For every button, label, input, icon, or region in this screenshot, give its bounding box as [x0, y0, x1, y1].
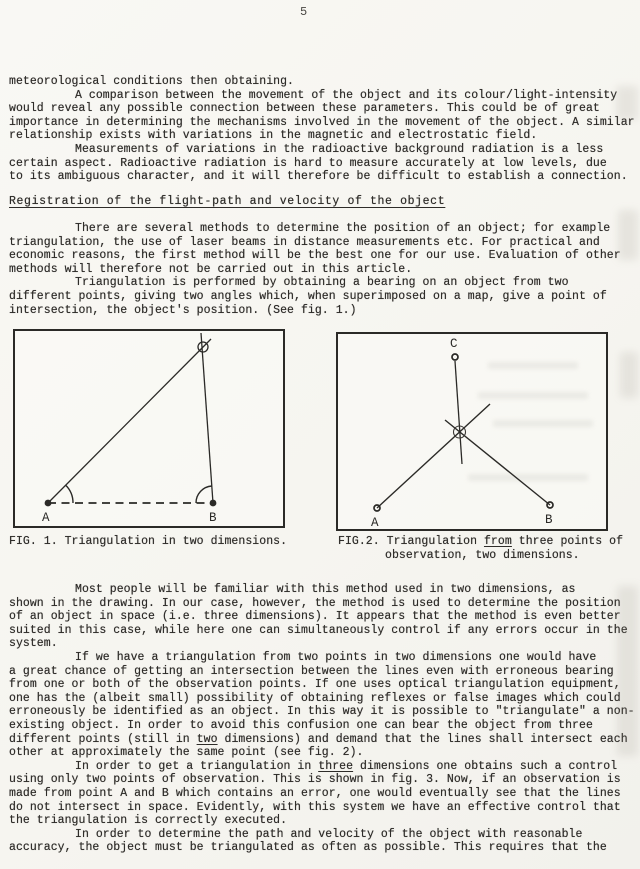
text-segment: dimensions) and demand that the lines shall intersect each	[217, 732, 628, 746]
angle-arc-a	[66, 485, 74, 503]
text-segment: shown in the drawing. In our case, however, the method is used to determine the position	[9, 596, 621, 610]
text-segment: There are several methods to determine the position of an object; for example	[75, 222, 611, 235]
page-number: 5	[300, 5, 308, 19]
text-segment: In order to determine the path and velocity of the object with reasonable	[75, 827, 583, 841]
text-line	[9, 263, 640, 277]
text-line	[9, 787, 640, 801]
underlined-word: two	[196, 732, 218, 746]
text-segment: one has the (albeit small) possibility of obtaining reflexes or false images which could	[9, 691, 621, 705]
text-segment: accuracy, the object must be triangulated as often as possible. This requires that the	[9, 841, 607, 855]
underlined-word: from	[483, 535, 512, 548]
label-b: B	[209, 511, 217, 525]
text-line	[9, 841, 640, 855]
text-line	[9, 760, 640, 774]
text-line	[9, 157, 640, 171]
text-line	[9, 290, 640, 304]
underlined-word: three	[318, 759, 354, 773]
text-line	[9, 624, 640, 638]
text-segment: dimensions one obtains such a control	[353, 759, 618, 773]
figure-2-drawing	[338, 334, 606, 529]
text-line	[9, 692, 640, 706]
sight-line-b	[201, 333, 213, 503]
text-segment: methods will therefore not be carried out in this article.	[9, 262, 413, 276]
text-line	[9, 773, 640, 787]
text-line	[9, 705, 640, 719]
scan-artifact	[616, 86, 638, 120]
text-line	[338, 549, 623, 563]
label-a: A	[42, 511, 50, 525]
label-c: C	[450, 337, 458, 351]
text-line	[9, 733, 640, 747]
text-segment: using only two points of observation. This is shown in fig. 3. Now, if an observation is	[9, 773, 621, 787]
text-line	[9, 304, 640, 318]
text-segment: meteorological conditions then obtaining.	[9, 75, 294, 88]
text-segment: Triangulation is performed by obtaining a bearing on an object from two	[75, 276, 569, 290]
sight-line-b	[445, 420, 550, 505]
text-segment: would reveal any possible connection between these parameters. This could be of great	[9, 102, 600, 116]
text-segment: a great chance of getting an intersection between the lines even with erroneous bearing	[9, 664, 614, 678]
text-segment: triangulation, the use of laser beams in distance measurements etc. For practical and	[9, 235, 600, 249]
observer-c-dot	[452, 354, 458, 360]
text-segment: intersection, the object's position. (See fig. 1.)	[9, 303, 357, 317]
text-line	[9, 610, 640, 624]
text-line	[9, 116, 640, 130]
text-segment: suited in this case, while here one can simultaneously control if any errors occur in the	[9, 623, 628, 637]
text-line	[9, 129, 640, 143]
figure-1-caption	[9, 535, 287, 549]
text-segment: In order to get a triangulation in	[75, 759, 319, 773]
text-line	[9, 665, 640, 679]
sight-line-a	[48, 339, 211, 503]
text-line	[9, 678, 640, 692]
text-line	[9, 276, 640, 290]
section-heading: Registration of the flight-path and velocity of the object	[9, 195, 446, 208]
text-segment: different points, giving two angles which, when superimposed on a map, give a point of	[9, 289, 607, 303]
observer-b-dot	[210, 500, 217, 507]
text-line	[9, 814, 640, 828]
text-line	[9, 170, 640, 184]
text-segment: FIG.2. Triangulation	[338, 535, 484, 548]
text-segment: Measurements of variations in the radioactive background radiation is a less	[75, 142, 604, 156]
text-line	[9, 651, 640, 665]
paragraph-block-methods	[9, 222, 640, 317]
scan-artifact	[618, 210, 638, 260]
text-segment: made from point A and B which contains an error, one would eventually see that the lines	[9, 786, 621, 800]
text-segment: do not intersect in space. Evidently, with this system we have an effective control that	[9, 800, 621, 814]
text-line	[9, 719, 640, 733]
text-segment: If we have a triangulation from two points in two dimensions one would have	[75, 650, 597, 664]
text-segment: from one or both of the observation points. If one uses optical triangulation equipment,	[9, 678, 621, 692]
text-segment: economic reasons, the first method will be the best one for our use. Evaluation of other	[9, 249, 621, 263]
text-segment: other at approximately the same point (see fig. 2).	[9, 746, 364, 760]
text-segment: relationship exists with variations in the magnetic and electrostatic field.	[9, 129, 538, 143]
text-line	[9, 801, 640, 815]
text-segment: three points of	[511, 535, 624, 548]
text-segment: erroneously be identified as an object. In this way it is possible to "triangulate" a non-	[9, 705, 635, 719]
text-line	[9, 143, 640, 157]
text-line	[9, 249, 640, 263]
text-segment: observation, two dimensions.	[385, 548, 580, 562]
text-segment: the triangulation is correctly executed.	[9, 814, 288, 828]
text-segment: to its ambiguous character, and it will therefore be difficult to establish a connection.	[9, 170, 628, 184]
text-segment: A comparison between the movement of the object and its colour/light-intensity	[75, 88, 618, 102]
scan-artifact	[617, 586, 638, 756]
label-b: B	[545, 513, 553, 527]
paragraph-block-discussion	[9, 583, 640, 855]
figure-2-triangulation-three-points	[336, 332, 608, 531]
sight-line-c	[455, 361, 462, 464]
observer-a-dot	[45, 500, 52, 507]
label-a: A	[371, 516, 379, 529]
text-line	[9, 746, 640, 760]
text-segment: FIG. 1. Triangulation in two dimensions.	[9, 535, 288, 548]
text-line	[338, 535, 623, 549]
text-line	[9, 637, 640, 651]
text-line	[9, 583, 640, 597]
text-segment: system.	[9, 637, 58, 651]
figure-2-caption	[338, 535, 623, 562]
text-line	[9, 222, 640, 236]
text-segment: of an object in space (i.e. three dimensions). It appears that the method is even better	[9, 610, 621, 624]
text-segment: existing object. In order to avoid this confusion one can bear the object from three	[9, 718, 593, 732]
text-line	[9, 597, 640, 611]
text-segment: importance in determining the mechanisms involved in the movement of the object. A similar	[9, 115, 635, 129]
text-segment: Most people will be familiar with this method used in two dimensions, as	[75, 583, 576, 596]
text-line	[9, 828, 640, 842]
text-line	[9, 89, 640, 103]
text-line	[9, 236, 640, 250]
text-segment: different points (still in	[9, 732, 197, 746]
text-line	[9, 535, 287, 549]
figure-1-triangulation-two-dimensions	[13, 329, 285, 528]
text-segment: certain aspect. Radioactive radiation is hard to measure accurately at low levels, due	[9, 156, 607, 170]
text-line	[9, 102, 640, 116]
angle-arc-b	[196, 486, 212, 503]
figure-1-drawing	[15, 331, 283, 526]
scan-artifact	[620, 352, 638, 398]
paragraph-block-intro	[9, 75, 640, 184]
text-line	[9, 75, 640, 89]
sight-line-a	[377, 404, 490, 508]
